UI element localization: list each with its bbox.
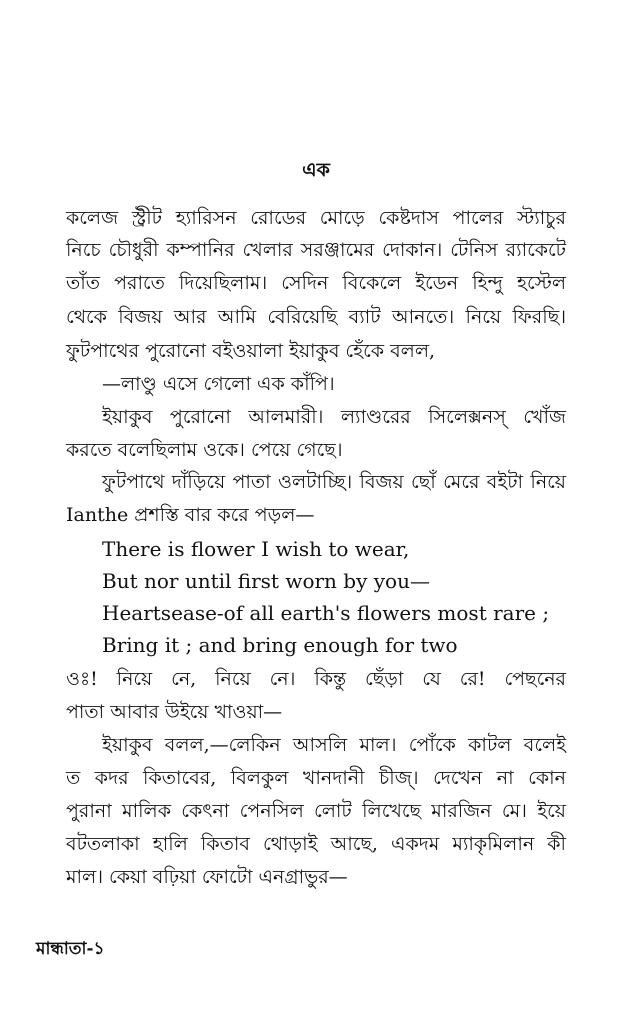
text-line: থেকে বিজয় আর আমি বেরিয়েছি ব্যাট আনতে। নিয়ে ফিরছি।	[66, 306, 566, 328]
poem-line: Heartsease-of all earth's flowers most rare ;	[102, 601, 550, 625]
text-line: ফুটপাথের পুরোনো বইওয়ালা ইয়াকুব হেঁকে বলল,	[66, 340, 436, 362]
text-line: ইয়াকুব পুরোনো আলমারী। ল্যাণ্ডরের সিলেক্সনস্ খোঁজ	[102, 406, 566, 428]
text-line: করতে বলেছিলাম ওকে। পেয়ে গেছে।	[66, 439, 343, 461]
dialogue-line: —লাণ্ডু এসে গেলো এক কাঁপি।	[102, 373, 335, 395]
text-line: ত কদর কিতাবের, বিলকুল খানদানী চীজ্। দেখেন না কোন	[66, 767, 566, 789]
text-line: ওঃ! নিয়ে নে, নিয়ে নে। কিন্তু ছেঁড়া যে রে! পেছনের	[66, 668, 566, 690]
text-line: নিচে চৌধুরী কম্পানির খেলার সরঞ্জামের দোকান। টেনিস র‍্যাকেটে	[66, 239, 566, 261]
text-line: পাতা আবার উইয়ে খাওয়া—	[66, 701, 283, 723]
poem-line: But nor until first worn by you—	[102, 569, 430, 593]
text-line: ইয়াকুব বলল,—লেকিন আসলি মাল। পোঁকে কাটল বলেই	[102, 734, 566, 756]
text-line: ফুটপাথে দাঁড়িয়ে পাতা ওলটাচ্ছি। বিজয় ছোঁ মেরে বইটা নিয়ে	[102, 471, 566, 493]
text-line: মাল। কেয়া বঢ়িয়া ফোটো এনগ্রাভুর—	[66, 866, 348, 888]
page-footer: মান্ধাতা-১	[36, 939, 105, 959]
text-line: বটতলাকা হালি কিতাব থোড়াই আছে, একদম ম্যাকৃমিলান কী	[66, 833, 566, 855]
text-line: তাঁত পরাতে দিয়েছিলাম। সেদিন বিকেলে ইডেন হিন্দু হস্টেল	[66, 272, 566, 294]
text-line: Ianthe প্রশস্তি বার করে পড়ল—	[66, 504, 315, 526]
text-line: কলেজ স্ট্রীট হ্যারিসন রোডের মোড়ে কেষ্টদাস পালের স্ট্যাচুর	[66, 207, 566, 229]
poem-line: Bring it ; and bring enough for two	[102, 633, 458, 657]
text-line: পুরানা মালিক কেৎনা পেনসিল লোট লিখেছে মারজিন মে। ইয়ে	[66, 800, 566, 822]
chapter-heading: এক	[302, 159, 330, 181]
poem-line: There is flower I wish to wear,	[102, 537, 410, 561]
